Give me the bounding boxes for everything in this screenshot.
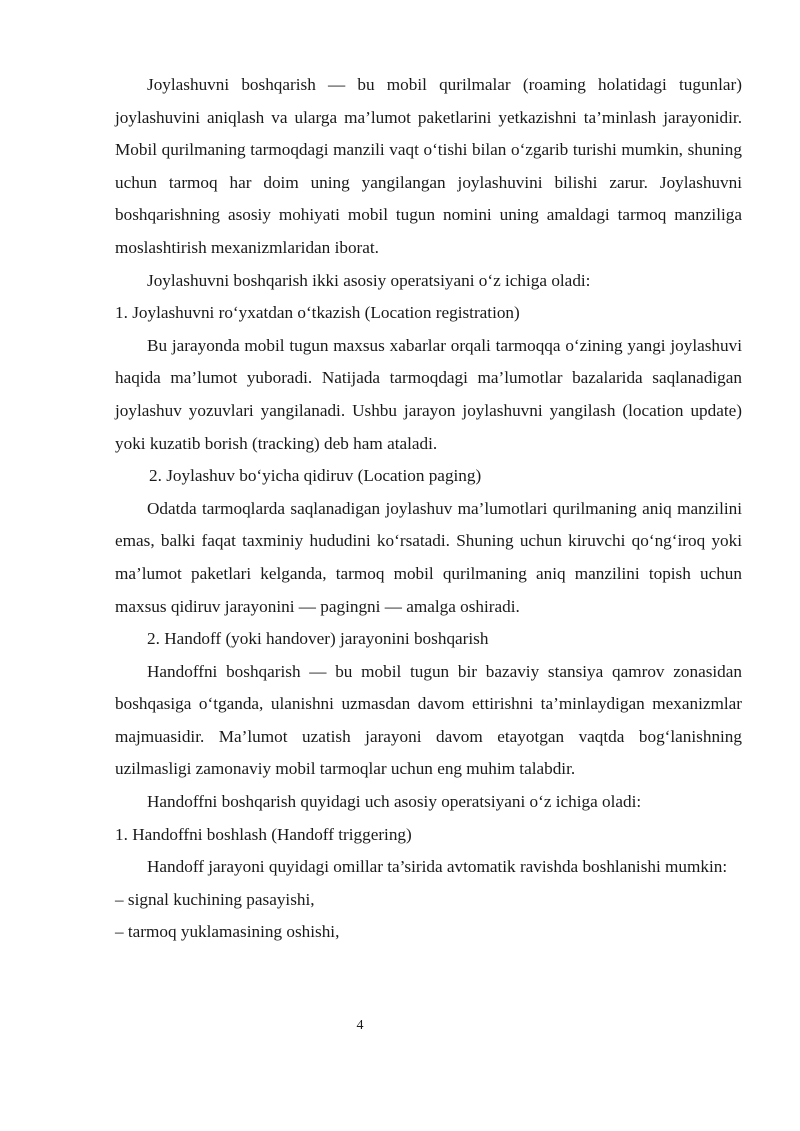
heading-handoff-triggering: 1. Handoffni boshlash (Handoff triggering) xyxy=(115,824,412,844)
paragraph-three-operations: Handoffni boshqarish quyidagi uch asosiy operatsiyani o‘z ichiga oladi: xyxy=(147,792,642,812)
paragraph-location-paging: Odatda tarmoqlarda saqlanadigan joylashuv ma’lumotlari qurilmaning aniq manzilini emas, balki faqat taxminiy hududini ko‘rsatadi. Shuning uchun kiruvchi qo‘ng‘iroq yoki ma’lumot paketlari kelganda, tarmoq mobil qurilmaning aniq manzilini topish uchun maxsus qidiruv jarayonini — pagingni — amalga oshiradi. xyxy=(115,498,742,616)
heading-handoff-management: 2. Handoff (yoki handover) jarayonini boshqarish xyxy=(147,629,489,649)
paragraph-two-operations: Joylashuvni boshqarish ikki asosiy operatsiyani o‘z ichiga oladi: xyxy=(147,270,591,290)
heading-location-registration: 1. Joylashuvni ro‘yxatdan o‘tkazish (Location registration) xyxy=(115,303,520,323)
paragraph-handoff-management: Handoffni boshqarish — bu mobil tugun bir bazaviy stansiya qamrov zonasidan boshqasiga o‘tganda, ulanishni uzmasdan davom ettirishni ta’minlaydigan mexanizmlar majmuasidir. Ma’lumot uzatish jarayoni davom etayotgan vaqtda bog‘lanishning uzilmasligi zamonaviy mobil tarmoqlar uchun eng muhim talabdir. xyxy=(115,661,742,779)
paragraph-location-management-intro: Joylashuvni boshqarish — bu mobil qurilmalar (roaming holatidagi tugunlar) joylashuvini aniqlash va ularga ma’lumot paketlarini yetkazishni ta’minlash jarayonidir. Mobil qurilmaning tarmoqdagi manzili vaqt o‘tishi bilan o‘zgarib turishi mumkin, shuning uchun tarmoq har doim uning yangilangan joylashuvini bilishi zarur. Joylashuvni boshqarishning asosiy mohiyati mobil tugun nomini uning amaldagi tarmoq manziliga moslashtirish mexanizmlaridan iborat. xyxy=(115,75,742,257)
list-item-network-load: – tarmoq yuklamasining oshishi, xyxy=(115,922,340,942)
page-body xyxy=(115,69,742,949)
paragraph-handoff-triggering: Handoff jarayoni quyidagi omillar ta’sirida avtomatik ravishda boshlanishi mumkin: xyxy=(147,857,728,877)
page-number: 4 xyxy=(356,1018,364,1033)
heading-location-paging: 2. Joylashuv bo‘yicha qidiruv (Location paging) xyxy=(149,466,482,486)
paragraph-location-registration: Bu jarayonda mobil tugun maxsus xabarlar orqali tarmoqqa o‘zining yangi joylashuvi haqida ma’lumot yuboradi. Natijada tarmoqdagi ma’lumotlar bazalarida saqlanadigan joylashuv yozuvlari yangilanadi. Ushbu jarayon joylashuvni yangilash (location update) yoki kuzatib borish (tracking) deb ham ataladi. xyxy=(115,335,742,453)
list-item-signal-strength: – signal kuchining pasayishi, xyxy=(115,889,315,909)
